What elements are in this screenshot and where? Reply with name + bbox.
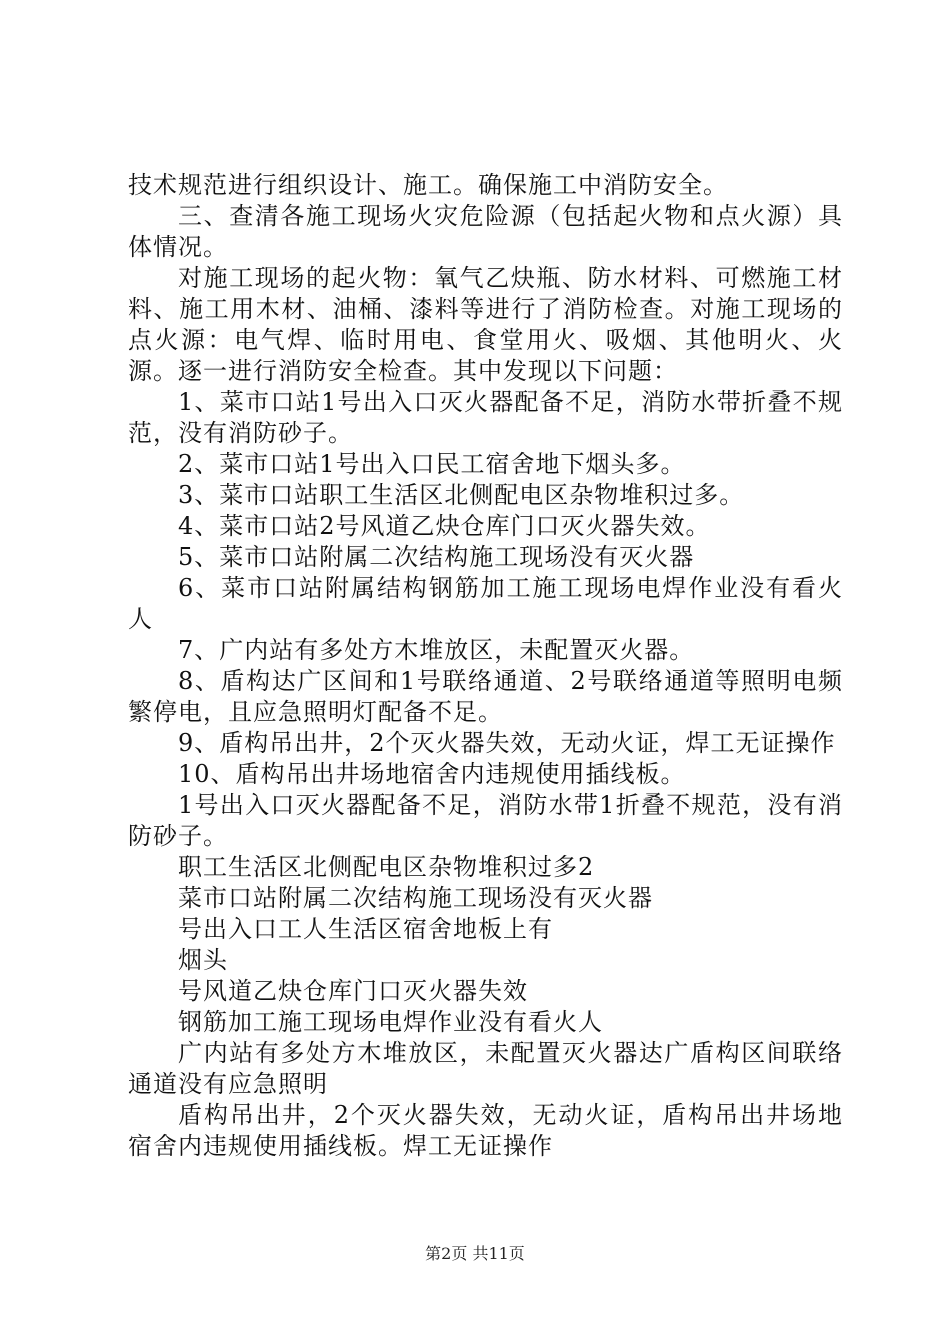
issue-item-2: 2、菜市口站1号出入口民工宿舍地下烟头多。	[178, 450, 686, 478]
issue-item-8: 8、盾构达广区间和1号联络通道、2号联络通道等照明电频繁停电，且应急照明灯配备不足。	[128, 667, 843, 726]
page-footer: 第2页 共11页	[425, 1244, 525, 1263]
caption-secondary-structure: 菜市口站附属二次结构施工现场没有灭火器	[178, 884, 653, 912]
issue-item-10: 10、盾构吊出井场地宿舍内违规使用插线板。	[178, 760, 686, 788]
caption-cigarette: 烟头	[178, 946, 228, 974]
caption-welding: 钢筋加工施工现场电焊作业没有看火人	[178, 1008, 603, 1036]
caption-entrance: 1号出入口灭火器配备不足，消防水带1折叠不规范，没有消防砂子。	[128, 791, 843, 850]
caption-guangnei: 广内站有多处方木堆放区，未配置灭火器达广盾构区间联络通道没有应急照明	[128, 1039, 843, 1098]
issue-item-6: 6、菜市口站附属结构钢筋加工施工现场电焊作业没有看火人	[128, 574, 843, 633]
caption-power-area: 职工生活区北侧配电区杂物堆积过多2	[178, 853, 595, 881]
issue-item-1: 1、菜市口站1号出入口灭火器配备不足，消防水带折叠不规范，没有消防砂子。	[128, 388, 843, 447]
issue-item-9: 9、盾构吊出井，2个灭火器失效，无动火证，焊工无证操作	[178, 729, 836, 757]
caption-shield-shaft: 盾构吊出井，2个灭火器失效，无动火证，盾构吊出井场地宿舍内违规使用插线板。焊工无证操作	[128, 1101, 843, 1160]
issue-item-7: 7、广内站有多处方木堆放区，未配置灭火器。	[178, 636, 695, 664]
paragraph-continuation: 技术规范进行组织设计、施工。确保施工中消防安全。	[128, 171, 728, 199]
caption-dormitory: 号出入口工人生活区宿舍地板上有	[178, 915, 553, 943]
issue-item-5: 5、菜市口站附属二次结构施工现场没有灭火器	[178, 543, 695, 571]
paragraph-section-three: 三、查清各施工现场火灾危险源（包括起火物和点火源）具体情况。	[128, 202, 843, 261]
issue-item-4: 4、菜市口站2号风道乙炔仓库门口灭火器失效。	[178, 512, 711, 540]
caption-air-duct: 号风道乙炔仓库门口灭火器失效	[178, 977, 528, 1005]
paragraph-inspection: 对施工现场的起火物：氧气乙炔瓶、防水材料、可燃施工材料、施工用木材、油桶、漆料等进行了消防检查。对施工现场的点火源：电气焊、临时用电、食堂用火、吸烟、其他明火、火源。逐一进行消防安全检查。其中发现以下问题：	[128, 264, 843, 385]
issue-item-3: 3、菜市口站职工生活区北侧配电区杂物堆积过多。	[178, 481, 745, 509]
document-body	[128, 170, 843, 1162]
